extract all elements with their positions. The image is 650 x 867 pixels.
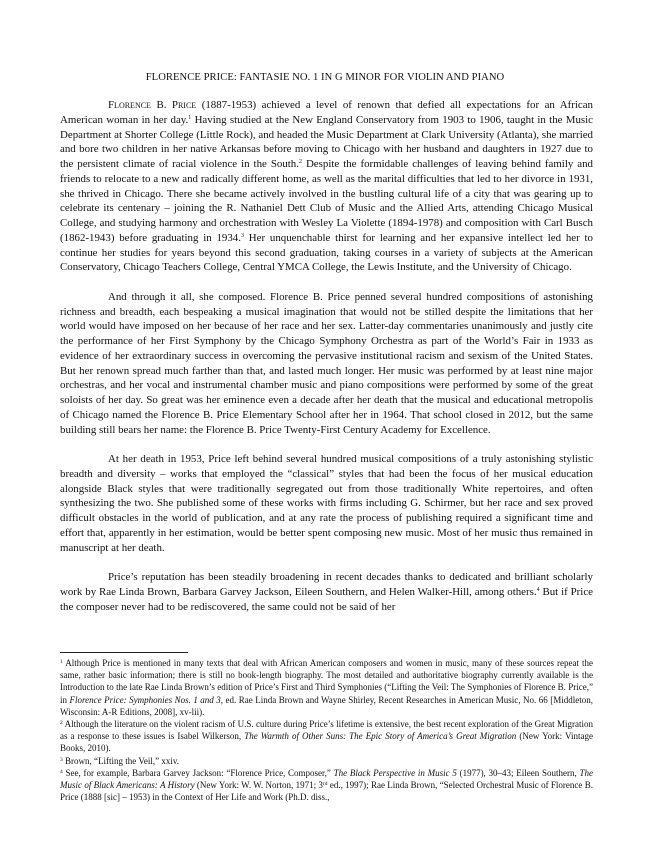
footnote-4-ordinal: rd xyxy=(322,781,328,788)
paragraph-1 xyxy=(60,98,593,275)
footnote-2 xyxy=(60,718,593,755)
footnote-4-number: 4 xyxy=(60,768,63,775)
footnote-2-text-a: Although the literature on the violent racism of U.S. culture during Price’s lifetime is extensive, the best recent exploration of the Great Migration as a response to these issues is Isabel Wilkerson, xyxy=(60,719,593,742)
paragraph-4-text-b: But if Price the composer never had to be rediscovered, the same could not be said of her xyxy=(60,585,593,613)
footnote-3 xyxy=(60,755,593,767)
footnote-2-text-b: (New York: Vintage Books, 2010). xyxy=(60,731,594,754)
footnote-ref-1: 1 xyxy=(188,114,192,121)
footnote-4-text-a: See, for example, Barbara Garvey Jackson: “Florence Price, Composer,” xyxy=(62,767,334,778)
footnote-2-number: 2 xyxy=(60,720,63,727)
paragraph-4-text-a: Price’s reputation has been steadily broadening in recent decades thanks to dedicated and brilliant scholarly work by Rae Linda Brown, Barbara Garvey Jackson, Eileen Southern, and Helen Walker-Hill, among others. xyxy=(60,571,593,598)
footnote-3-number: 3 xyxy=(60,756,63,763)
footnote-1-number: 1 xyxy=(60,659,63,665)
paragraph-1-text-d: Her unquenchable thirst for learning and her expansive intellect led her to continue her studies for years beyond this second graduation, taking courses in a variety of subjects at the American Conservatory, Chicago Teachers College, Central YMCA College, the Lewis Institute, and the University of Chicago. xyxy=(60,231,593,274)
footnotes xyxy=(60,657,593,803)
footnote-1 xyxy=(60,657,593,718)
footnote-4-italic-b: The Music of Black Americans: A History xyxy=(60,767,593,791)
footnote-4-text-c: (New York: W. W. Norton, 1971; 3 xyxy=(194,780,323,791)
footnote-3-text: Brown, “Lifting the Veil,” xxiv. xyxy=(62,755,179,766)
paragraph-2: And through it all, she composed. Florence B. Price penned several hundred compositions of astonishing richness and breadth, each bespeaking a musical imagination that would not be stilled despite the limitations that her world would have imposed on her because of her race and her sex. Latter-day commentaries unanimously and justly cite the performance of her First Symphony by the Chicago Symphony Orchestra as part of the World’s Fair in 1933 as evidence of her extraordinary success in overcoming the pervasive institutional racism and sexism of the United States. But her renown spread much farther than that, and lasted much longer. Her music was performed by at least nine major orchestras, and her vocal and instrumental chamber music and piano compositions were performed by some of the great soloists of her day. So great was her eminence even a decade after her death that the musical and educational metropolis of Chicago named the Florence B. Price Elementary School after her in 1964. That school closed in 2012, but the same building still bears her name: the Florence B. Price Twenty-First Century Academy for Excellence. xyxy=(60,290,593,436)
footnote-ref-2: 2 xyxy=(298,159,302,165)
footnote-1-italic: Florence Price: Symphonies Nos. 1 and 3 xyxy=(69,694,221,705)
footnote-4-text-b: (1977), 30–43; Eileen Southern, xyxy=(456,767,580,778)
paragraph-1-text-c: Despite the formidable challenges of leaving behind family and friends to relocate to a new and radically different home, as well as the marital difficulties that led to her divorce in 1931, she thrived in Chicago. There she became actively involved in the bustling cultural life of a city that was gearing up to celebrate its centenary – joining the R. Nathaniel Dett Club of Music and the Allied Arts, attending Chicago Musical College, and studying harmony and orchestration with Wesley La Violette (1894-1978) and composition with Carl Busch (1862-1943) before graduating in 1934. xyxy=(60,158,593,244)
footnote-1-text-b: , ed. Rae Linda Brown and Wayne Shirley, Recent Researches in American Music, No. 66 [Middleton, Wisconsin: A-R Editions, 2008], xv-lii). xyxy=(60,694,593,717)
document-body xyxy=(60,98,593,629)
paragraph-1-text-a: (1887-1953) achieved a level of renown that defied all expectations for an African American woman in her day. xyxy=(60,99,593,126)
footnote-4 xyxy=(60,767,593,804)
document-title: FLORENCE PRICE: FANTASIE NO. 1 IN G MINOR FOR VIOLIN AND PIANO xyxy=(145,72,505,83)
footnote-divider xyxy=(60,652,188,653)
footnote-1-text-a: Although Price is mentioned in many texts that deal with African American composers and women in music, many of these sources repeat the same, rather basic information; there is still no book-length biography. The most detailed and authoritative biography currently available is the Introduction to the late Rae Linda Brown’s edition of Price’s First and Third Symphonies (“Lifting the Veil: The Symphonies of Florence B. Price,” in xyxy=(60,658,593,705)
footnote-2-italic: The Warmth of Other Suns: The Epic Story of America’s Great Migration xyxy=(244,731,517,742)
footnote-4-italic-a: The Black Perspective in Music 5 xyxy=(333,767,457,778)
paragraph-4 xyxy=(60,570,593,614)
author-name: Florence B. Price xyxy=(108,99,197,111)
footnote-4-text-d: ed., 1997); Rae Linda Brown, “Selected Orchestral Music of Florence B. Price (1888 [sic] – 1953) in the Context of Her Life and Work (Ph.D. diss., xyxy=(60,780,593,803)
footnote-ref-3: 3 xyxy=(240,232,244,239)
footnote-ref-4: 4 xyxy=(536,586,540,593)
paragraph-1-text-b: Having studied at the New England Conservatory from 1903 to 1906, taught in the Music Department at Shorter College (Little Rock), and headed the Music Department at Clark University (Atlanta), she married and bore two children in her native Arkansas before moving to Chicago with her husband and daughters in 1927 due to the persistent climate of racial violence in the South. xyxy=(60,113,593,170)
paragraph-3: At her death in 1953, Price left behind several hundred musical compositions of a truly astonishing stylistic breadth and diversity – works that employed the “classical” styles that had been the focus of her musical education alongside Black styles that were traditionally segregated out from those traditionally White repertoires, and often synthesizing the two. She published some of these works with firms including G. Schirmer, but her race and sex proved difficult obstacles in the world of publication, and at any rate the process of publishing required a significant time and effort that, apparently in her estimation, would be better spent composing new music. Most of her music thus remained in manuscript at her death. xyxy=(60,453,593,554)
